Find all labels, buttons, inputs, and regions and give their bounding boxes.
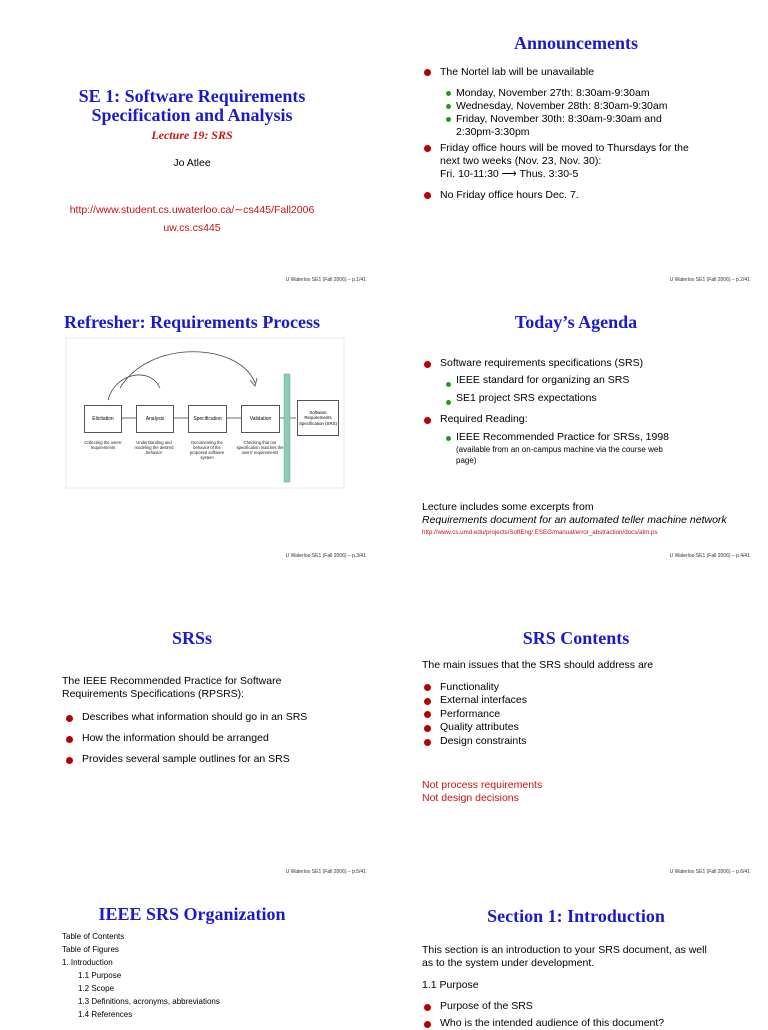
intro-text: This section is an introduction to your SRS document, as well (422, 944, 707, 956)
srs-box: Software Requirements Specification (SRS) (297, 400, 339, 436)
process-box-specification: Specification (188, 405, 227, 433)
process-caption: Documenting the behavior of the proposed software system (189, 440, 225, 460)
intro-text: The IEEE Recommended Practice for Software (62, 675, 282, 687)
slide-4 (384, 288, 768, 576)
sub-bullet-icon (446, 104, 451, 109)
slide-title: Announcements (513, 33, 638, 53)
not-process-note: Not process requirements (422, 779, 543, 791)
bullet-text: No Friday office hours Dec. 7. (440, 189, 579, 201)
bullet-icon (66, 736, 73, 743)
sub-bullet-text: SE1 project SRS expectations (456, 392, 597, 404)
subsection-heading: 1.1 Purpose (422, 979, 479, 991)
content-item: External interfaces (440, 694, 527, 706)
bullet-text: The Nortel lab will be unavailable (440, 66, 595, 78)
slide-3 (0, 288, 384, 576)
lecture-subtitle: Lecture 19: SRS (151, 128, 233, 142)
content-item: Performance (440, 708, 501, 720)
slide-footer: U Waterloo SE1 (Fall 2006) – p.2/41 (669, 277, 750, 283)
slide-8 (384, 864, 768, 1029)
sub-bullet-icon (446, 117, 451, 122)
bullet-text: How the information should be arranged (82, 732, 269, 744)
newsgroup[interactable]: uw.cs.cs445 (163, 222, 221, 234)
toc-entry: 1. Introduction (62, 958, 113, 967)
sub-bullet-text: Wednesday, November 28th: 8:30am-9:30am (456, 100, 668, 112)
bullet-text: Friday office hours will be moved to Thursdays for the (440, 142, 689, 154)
bullet-text: Required Reading: (440, 413, 528, 425)
process-caption: Checking that our specification matches the users' requirements (236, 440, 284, 455)
bullet-icon (424, 1021, 431, 1028)
reading-note-cont: page) (456, 456, 477, 465)
bullet-icon (424, 684, 431, 691)
slide-footer: U Waterloo SE1 (Fall 2006) – p.3/41 (285, 553, 366, 559)
sub-bullet-text: Monday, November 27th: 8:30am-9:30am (456, 87, 650, 99)
process-box-elicitation: Elicitation (84, 405, 122, 433)
not-design-note: Not design decisions (422, 792, 519, 804)
slide-title: Refresher: Requirements Process (64, 312, 320, 332)
bullet-text-cont: next two weeks (Nov. 23, Nov. 30): (440, 155, 602, 167)
toc-entry: 1.1 Purpose (78, 971, 122, 980)
slide-1 (0, 0, 384, 288)
slide-footer: U Waterloo SE1 (Fall 2006) – p.5/41 (285, 869, 366, 875)
toc-entry: 1.2 Scope (78, 984, 115, 993)
sub-bullet-text: Friday, November 30th: 8:30am-9:30am and (456, 113, 662, 125)
bullet-icon (424, 711, 431, 718)
slide-footer: U Waterloo SE1 (Fall 2006) – p.6/41 (669, 869, 750, 875)
reference-doc-title: Requirements document for an automated teller machine network (422, 514, 727, 526)
bullet-text-cont: Fri. 10-11:30 ⟶ Thus. 3:30-5 (440, 168, 579, 180)
slide-title: Section 1: Introduction (487, 906, 665, 926)
sub-bullet-icon (446, 436, 451, 441)
bullet-icon (424, 192, 431, 199)
toc-entry: 1.4 References (78, 1010, 133, 1019)
process-caption: Collecting the users' requirements (84, 440, 122, 450)
intro-text-cont: as to the system under development. (422, 957, 595, 969)
author: Jo Atlee (173, 157, 211, 169)
sub-bullet-text: IEEE standard for organizing an SRS (456, 374, 630, 386)
intro-text-cont: Requirements Specifications (RPSRS): (62, 688, 245, 700)
bullet-icon (424, 145, 431, 152)
bullet-icon (424, 361, 431, 368)
bullet-icon (424, 417, 431, 424)
reading-note: (available from an on-campus machine via the course web (456, 445, 663, 454)
intro-text: The main issues that the SRS should address are (422, 659, 654, 671)
sub-bullet-text: IEEE Recommended Practice for SRSs, 1998 (456, 431, 670, 443)
course-url[interactable]: http://www.student.cs.uwaterloo.ca/∼cs445/Fall2006 (69, 204, 315, 216)
toc-entry: Table of Figures (62, 945, 119, 954)
bullet-text: Describes what information should go in an SRS (82, 711, 308, 723)
bullet-icon (66, 757, 73, 764)
bullet-icon (424, 725, 431, 732)
content-item: Design constraints (440, 735, 527, 747)
bullet-icon (66, 715, 73, 722)
content-item: Quality attributes (440, 721, 519, 733)
bullet-icon (424, 698, 431, 705)
slide-7 (0, 864, 384, 1024)
slide-title-line2: Specification and Analysis (91, 105, 293, 125)
slide-footer: U Waterloo SE1 (Fall 2006) – p.1/41 (285, 277, 366, 283)
bullet-icon (424, 1004, 431, 1011)
slide-title: SRSs (171, 628, 213, 648)
bullet-text: Software requirements specifications (SRS) (440, 357, 644, 369)
reference-link[interactable]: http://www.cs.umd.edu/projects/SoftEng/ ESEG/manual/error_abstraction/docs/atm.ps (422, 529, 658, 536)
slide-title-line1: SE 1: Software Requirements (78, 86, 306, 106)
slide-title: IEEE SRS Organization (98, 904, 286, 924)
slide-title: SRS Contents (522, 628, 630, 648)
bullet-icon (424, 69, 431, 76)
process-box-analysis: Analysis (136, 405, 174, 433)
content-item: Functionality (440, 681, 499, 693)
bullet-text: Who is the intended audience of this document? (440, 1017, 665, 1029)
slide-2 (384, 0, 768, 288)
sub-bullet-icon (446, 91, 451, 96)
bullet-icon (424, 739, 431, 746)
lecture-note: Lecture includes some excerpts from (422, 501, 594, 513)
bullet-text: Provides several sample outlines for an SRS (82, 753, 290, 765)
slide-footer: U Waterloo SE1 (Fall 2006) – p.4/41 (669, 553, 750, 559)
sub-bullet-icon (446, 382, 451, 387)
slide-6 (384, 576, 768, 875)
toc-entry: 1.3 Definitions, acronyms, abbreviations (78, 997, 220, 1006)
toc-entry: Table of Contents (62, 932, 125, 941)
sub-bullet-icon (446, 400, 451, 405)
slide-title: Today’s Agenda (514, 312, 638, 332)
sub-bullet-text-cont: 2:30pm-3:30pm (456, 126, 530, 138)
process-caption: Understanding and modeling the desired behavior (134, 440, 174, 455)
slide-5 (0, 576, 384, 875)
bullet-text: Purpose of the SRS (440, 1000, 533, 1012)
process-box-validation: Validation (241, 405, 280, 433)
